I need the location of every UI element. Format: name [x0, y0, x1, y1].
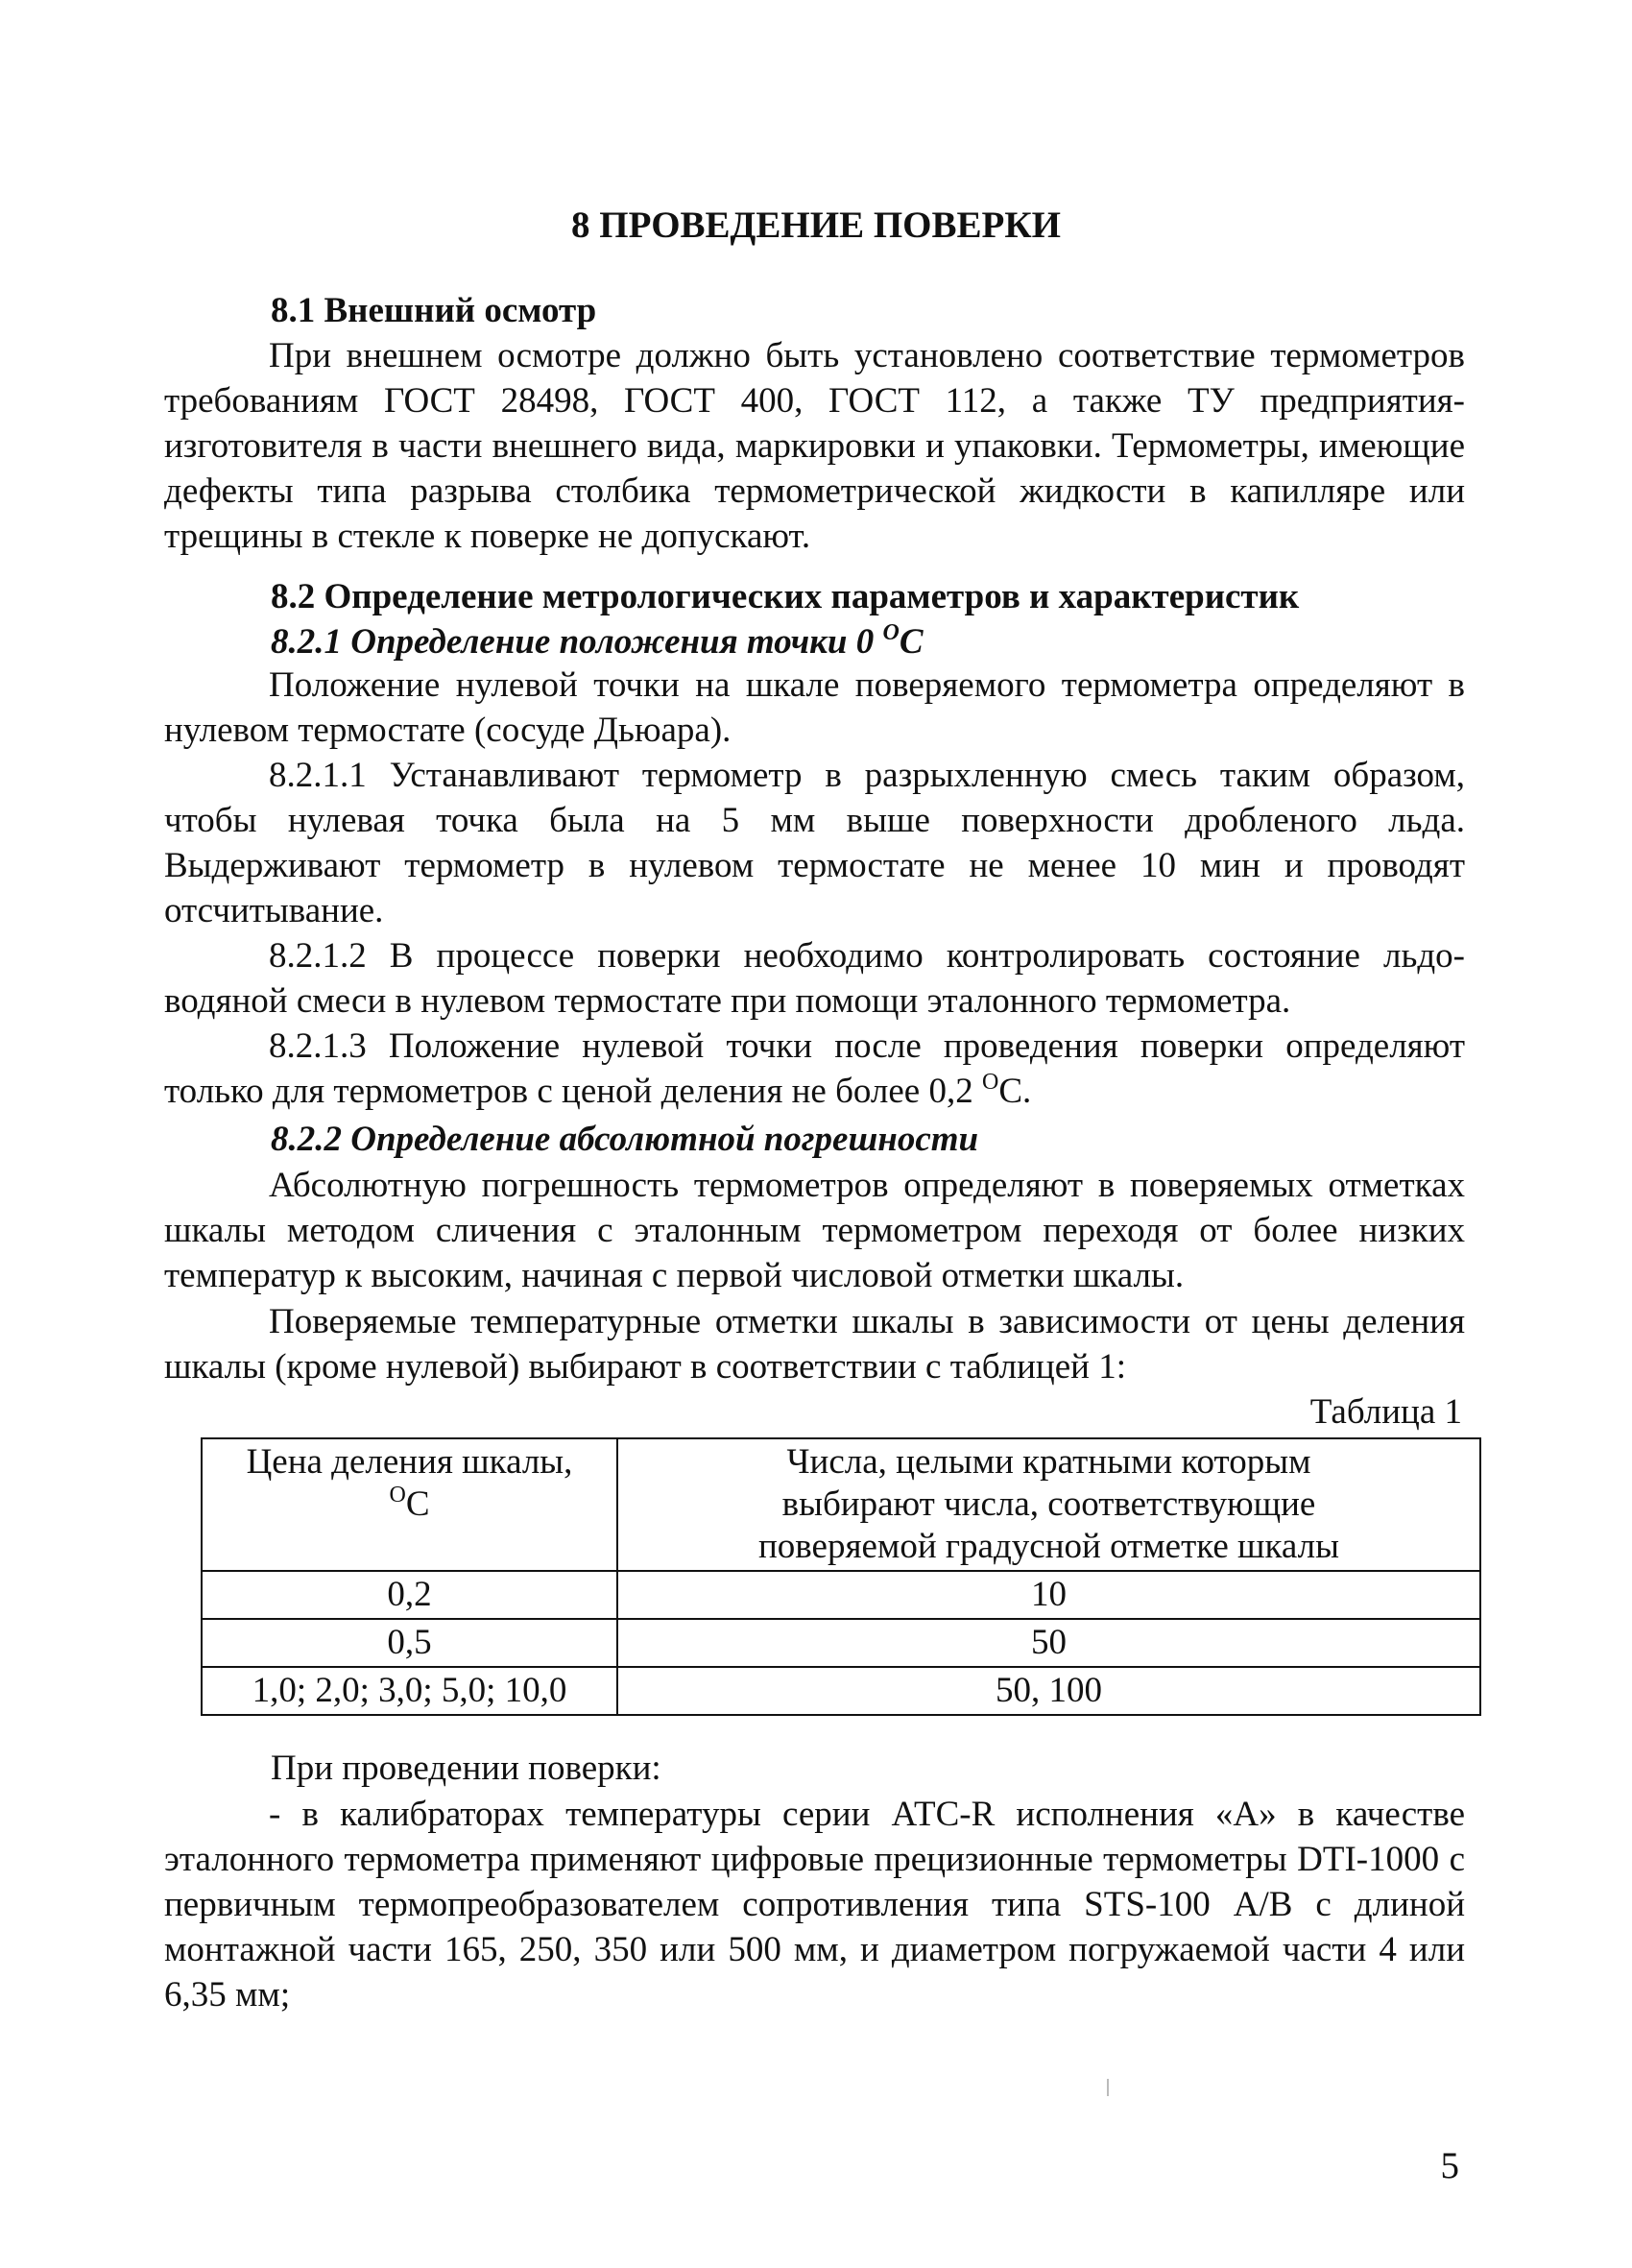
paragraph-absolute-error: Абсолютную погрешность термометров определяют в поверяемых отметках шкалы методом сличения с эталонным термометром переходя от более низких температур к высоким, начиная с первой числовой отметки шкалы. [164, 1166, 1465, 1295]
degree-sign: O [389, 1483, 406, 1508]
page-number: 5 [1440, 2145, 1459, 2186]
paragraph-zero-point: Положение нулевой точки на шкале поверяемого термометра определяют в нулевом термостате (сосуде Дьюара). [164, 665, 1465, 750]
cell-scale: 0,2 [202, 1571, 617, 1619]
degree-sign: O [981, 1070, 999, 1095]
section-title: 8 ПРОВЕДЕНИЕ ПОВЕРКИ [571, 205, 1061, 246]
table-row [202, 1571, 1480, 1619]
table-caption: Таблица 1 [1309, 1392, 1462, 1432]
cell-numbers: 10 [617, 1571, 1480, 1619]
table-row [202, 1619, 1480, 1667]
cell-numbers: 50, 100 [617, 1667, 1480, 1715]
heading-8-2-2: 8.2.2 Определение абсолютной погрешности [271, 1120, 979, 1159]
paragraph-during-verification: При проведении поверки: [271, 1749, 661, 1788]
degree-sign: O [882, 620, 900, 645]
paragraph-external-inspection: При внешнем осмотре должно быть установлено соответствие термометров требованиям ГОСТ 28498, ГОСТ 400, ГОСТ 112, а также ТУ предприятия-изготовителя в части внешнего вида, маркировки и упаковки. Термометры, имеющие дефекты типа разрыва столбика термометрической жидкости в капилляре или трещины в стекле к поверке не допускают. [164, 336, 1465, 556]
cell-scale: 0,5 [202, 1619, 617, 1667]
paragraph-temperature-marks: Поверяемые температурные отметки шкалы в зависимости от цены деления шкалы (кроме нулевой) выбирают в соответствии с таблицей 1: [164, 1302, 1465, 1387]
paragraph-8-2-1-3: 8.2.1.3 Положение нулевой точки после проведения поверки определяют только для термометров с ценой деления не более 0,2 $^O$С. [164, 1026, 1465, 1111]
cell-numbers: 50 [617, 1619, 1480, 1667]
heading-8-2-1: 8.2.1 Определение положения точки 0 $^O$C [271, 620, 924, 662]
list-item-calibrators: - в калибраторах температуры серии АТС-R исполнения «А» в качестве эталонного термометра применяют цифровые прецизионные термометры DTI-1000 с первичным термопреобразователем сопротивления типа STS-100 А/В с длиной монтажной части 165, 250, 350 или 500 мм, и диаметром погружаемой части 4 или 6,35 мм; [164, 1795, 1465, 2015]
scan-speck [1107, 2079, 1109, 2096]
header-scale-division: Цена деления шкалы, $^O$C [202, 1438, 617, 1571]
table-header-row [202, 1438, 1480, 1571]
paragraph-8-2-1-1: 8.2.1.1 Устанавливают термометр в разрыхленную смесь таким образом, чтобы нулевая точка была на 5 мм выше поверхности дробленого льда. Выдерживают термометр в нулевом термостате не менее 10 мин и проводят отсчитывание. [164, 756, 1465, 930]
paragraph-8-2-1-2: 8.2.1.2 В процессе поверки необходимо контролировать состояние льдо-водяной смеси в нулевом термостате при помощи эталонного термометра. [164, 936, 1465, 1021]
heading-8-1: 8.1 Внешний осмотр [271, 291, 597, 330]
table-row [202, 1667, 1480, 1715]
heading-8-2: 8.2 Определение метрологических параметров и характеристик [271, 577, 1300, 616]
header-multiples: Числа, целыми кратными которым выбирают числа, соответствующие поверяемой градусной отметке шкалы [617, 1438, 1480, 1571]
table-1 [201, 1437, 1481, 1716]
cell-scale: 1,0; 2,0; 3,0; 5,0; 10,0 [202, 1667, 617, 1715]
